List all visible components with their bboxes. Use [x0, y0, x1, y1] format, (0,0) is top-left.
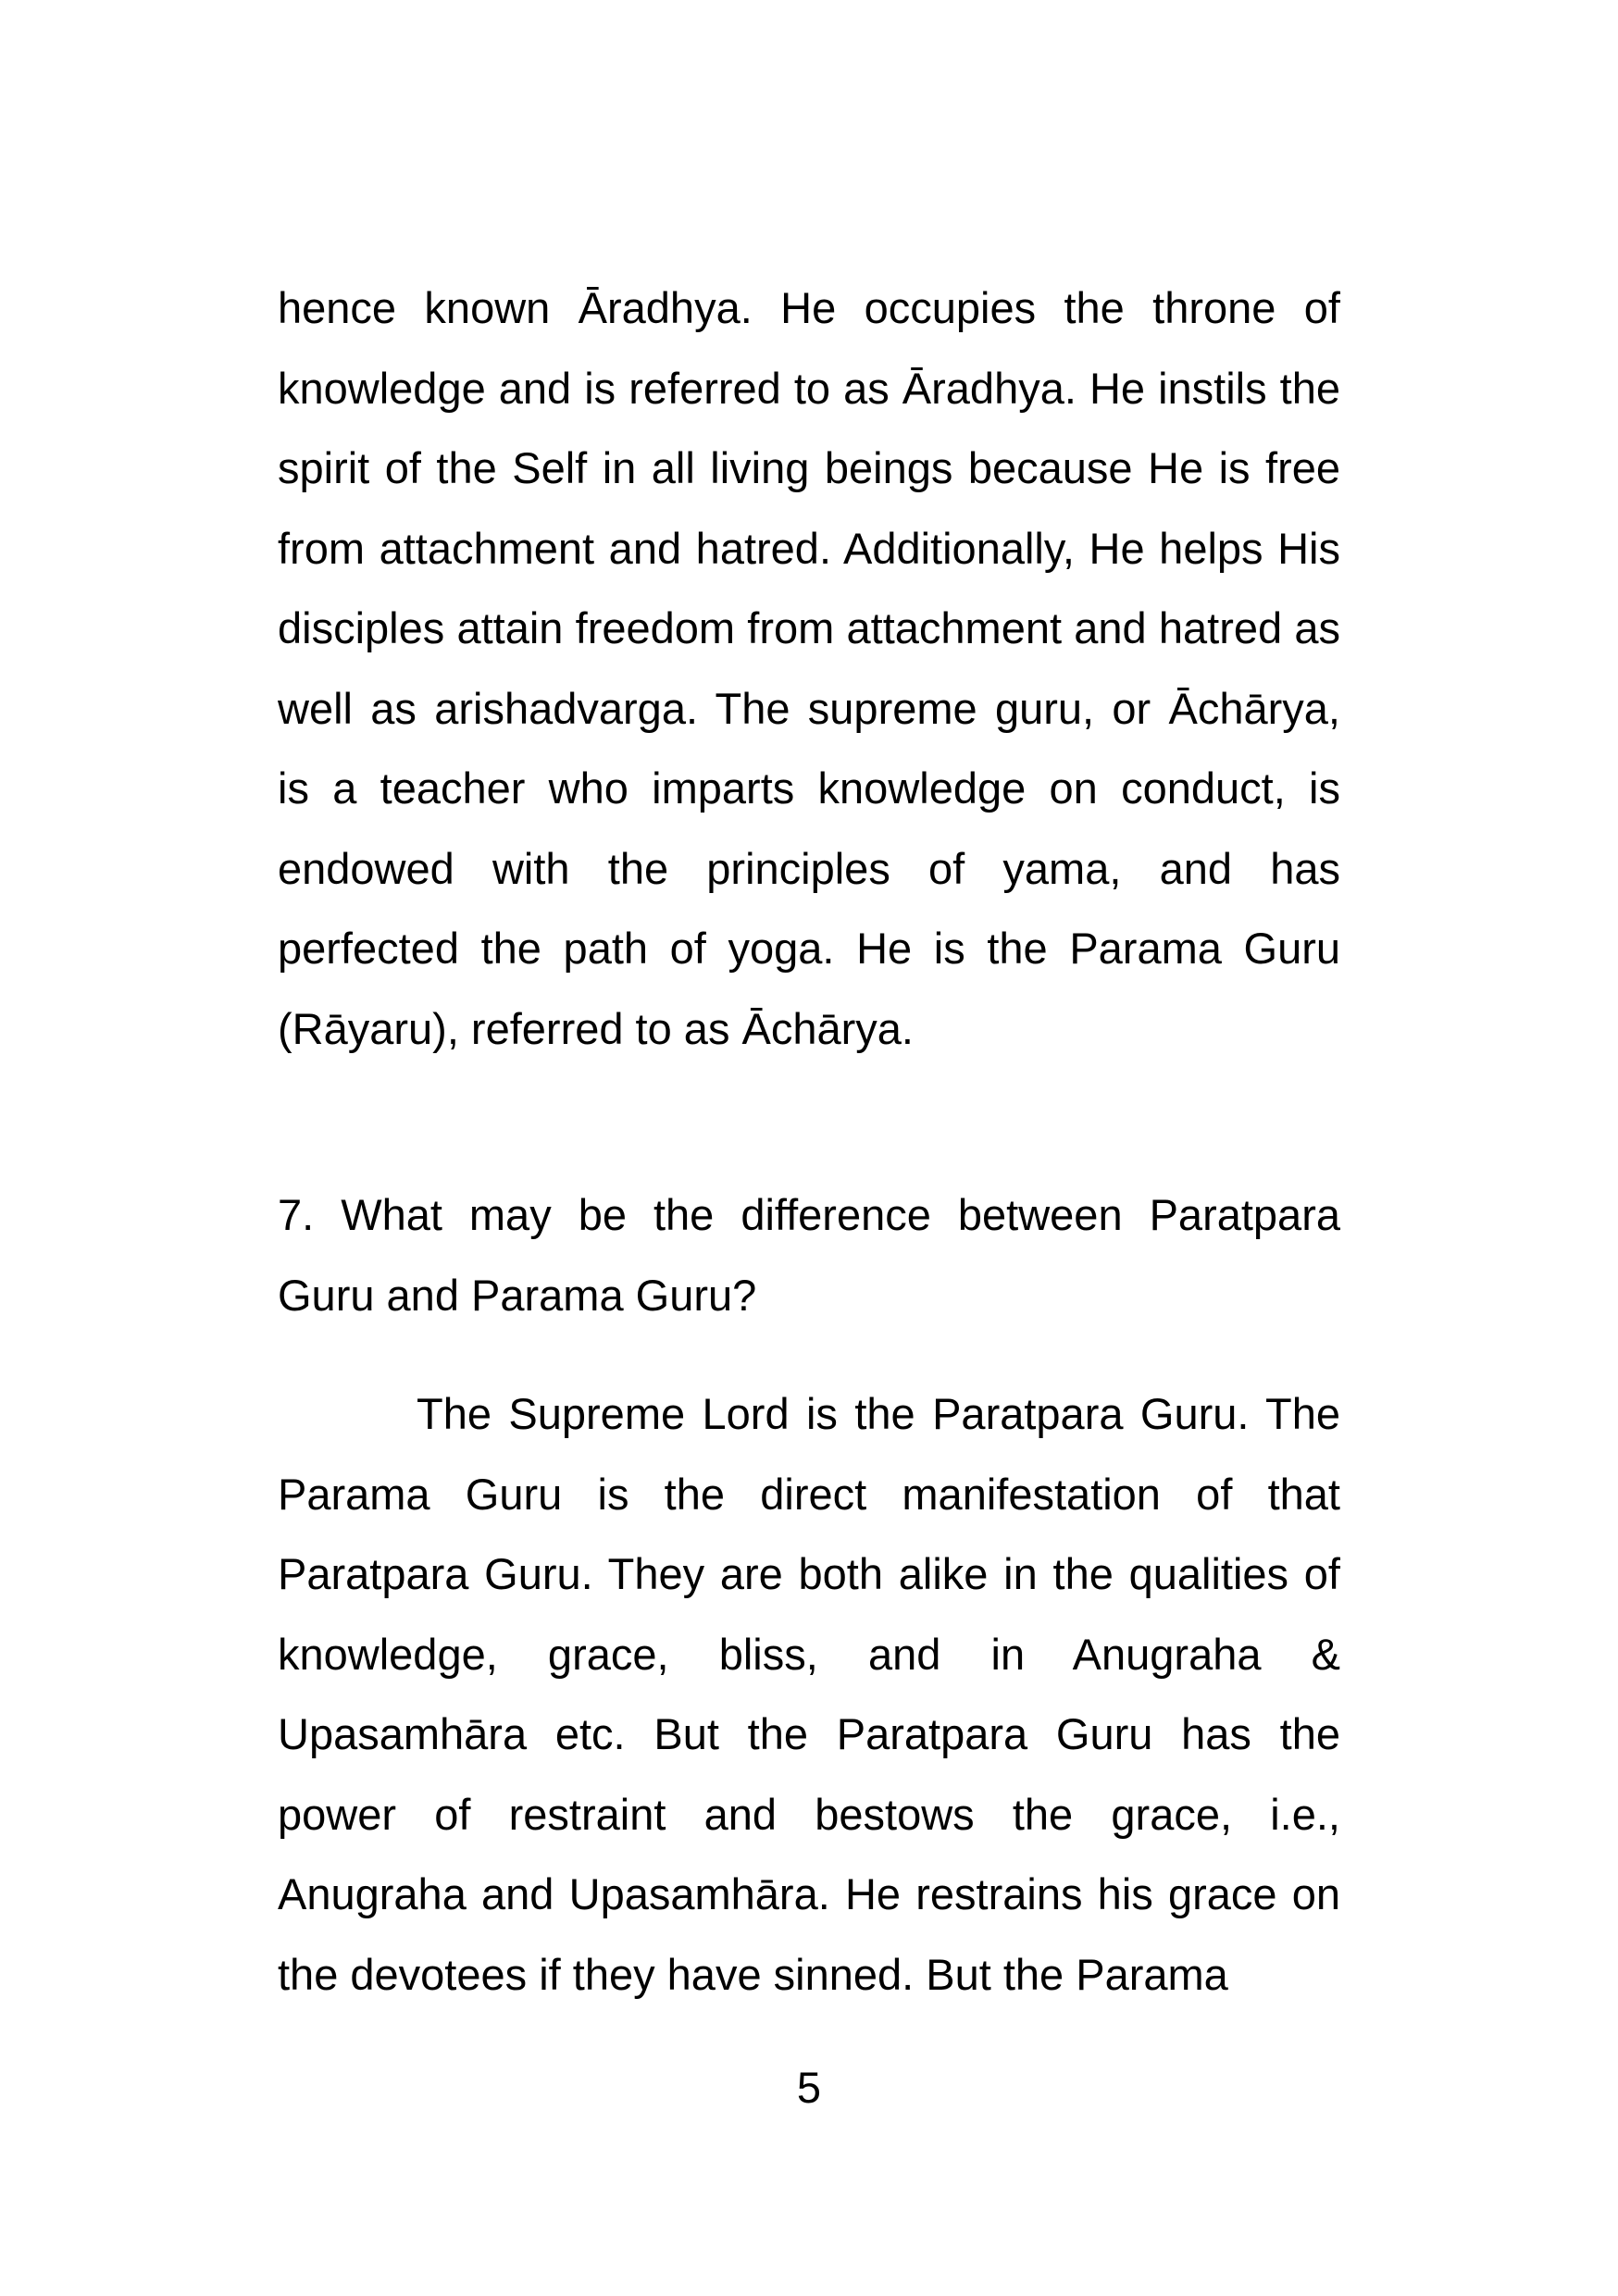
body-paragraph: The Supreme Lord is the Paratpara Guru. The Parama Guru is the direct manifestation of that Paratpara Guru. They are both alike in the qualities of knowledge, grace, bliss, and in Anugraha & Upasamhāra etc. But the Paratpara Guru has the power of restraint and bestows the grace, i.e., Anugraha and Upasamhāra. He restrains his grace on the devotees if they have sinned. But the Parama	[278, 1389, 1340, 1999]
body-paragraph: hence known Āradhya. He occupies the throne of knowledge and is referred to as Āradhya. He instils the spirit of the Self in all living beings because He is free from attachment and hatred. Additionally, He helps His disciples attain freedom from attachment and hatred as well as arishadvarga. The supreme guru, or Āchārya, is a teacher who imparts knowledge on conduct, is endowed with the principles of yama, and has perfected the path of yoga. He is the Parama Guru (Rāyaru), referred to as Āchārya.	[278, 283, 1340, 1053]
question-heading: 7. What may be the difference between Paratpara Guru and Parama Guru?	[278, 1190, 1340, 1320]
page-number: 5	[796, 2063, 822, 2112]
